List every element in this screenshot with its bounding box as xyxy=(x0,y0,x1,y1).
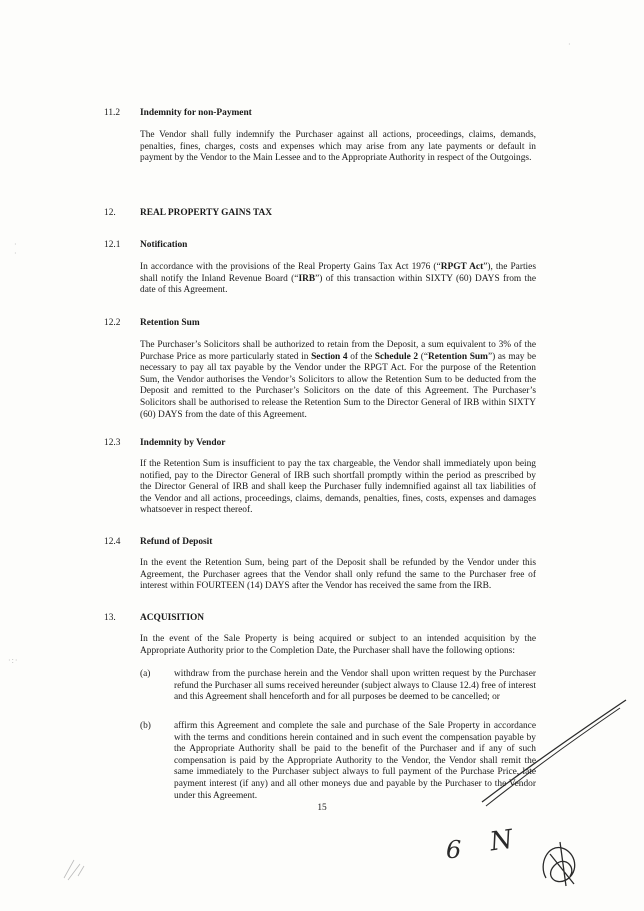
signature-icon xyxy=(536,838,586,890)
sub-item-text-b: affirm this Agreement and complete the sale and purchase of the Sale Property in accordance with the terms and conditions herein contained and in such event the compensation payable by the Appropriate Authority shall be paid to the benefit of the Purchaser and if any of such compensation is paid by the Appropriate Authority to the Vendor, the Vendor shall remit the same immediately to the Purchaser subject always to full payment of the Purchase Price, late payment interest (if any) and all other moneys due and payable by the Purchaser to the Vendor under this Agreement. xyxy=(174,721,536,801)
margin-mark: ·:· xyxy=(8,656,19,665)
section-text-13: In the event of the Sale Property is being acquired or subject to an intended acquisition by the Appropriate Authority prior to the Completion Date, the Purchaser shall have the following options: xyxy=(140,634,536,656)
section-heading-13: ACQUISITION xyxy=(140,613,205,623)
clause-heading-12-1: Notification xyxy=(140,240,188,250)
clause-text-12-3: If the Retention Sum is insufficient to pay the tax chargeable, the Vendor shall immediately upon being notified, pay to the Director General of IRB such shortfall promptly within the period as prescribed by the Director General of IRB and shall keep the Purchaser fully indemnified against all tax liabilities of the Vendor and all actions, proceedings, claims, demands, penalties, fines, costs, expenses and damages whatsoever in respect thereof. xyxy=(140,459,536,516)
smudge-mark-icon xyxy=(60,852,90,882)
clause-number-12-1: 12.1 xyxy=(104,240,121,250)
clause-number-12-4: 12.4 xyxy=(104,537,121,547)
section-number-13: 13. xyxy=(104,613,116,623)
handwritten-initial-right: N xyxy=(488,824,515,858)
clause-number-11-2: 11.2 xyxy=(104,108,121,118)
sub-item-label-b: (b) xyxy=(140,721,151,731)
section-heading-12: REAL PROPERTY GAINS TAX xyxy=(140,208,273,218)
clause-text-12-1: In accordance with the provisions of the Real Property Gains Tax Act 1976 (“RPGT Act”), the Parties shall notify the Inland Revenue Board (“IRB”) of this transaction within SIXTY (60) DAYS from the date of this Agreement. xyxy=(140,262,536,296)
page-number: 15 xyxy=(317,803,327,813)
clause-heading-12-3: Indemnity by Vendor xyxy=(140,438,226,448)
clause-text-12-4: In the event the Retention Sum, being part of the Deposit shall be refunded by the Vendor under this Agreement, the Purchaser agrees that the Vendor shall only refund the same to the Purchaser free of interest within FOURTEEN (14) DAYS after the Vendor has received the same from the IRB. xyxy=(140,558,536,592)
pen-stroke-icon xyxy=(480,698,630,808)
clause-heading-12-2: Retention Sum xyxy=(140,318,200,328)
sub-item-label-a: (a) xyxy=(140,669,151,679)
clause-number-12-2: 12.2 xyxy=(104,318,121,328)
margin-mark: · · xyxy=(14,240,18,258)
clause-heading-11-2: Indemnity for non-Payment xyxy=(140,108,252,118)
margin-mark: · xyxy=(568,40,572,49)
clause-number-12-3: 12.3 xyxy=(104,438,121,448)
handwritten-initial-left: 6 xyxy=(446,836,462,864)
clause-text-11-2: The Vendor shall fully indemnify the Purchaser against all actions, proceedings, claims, demands, penalties, fines, charges, costs and expenses which may arise from any late payments or default in payment by the Vendor to the Main Lessee and to the Appropriate Authority in respect of the Outgoings. xyxy=(140,130,536,164)
sub-item-text-a: withdraw from the purchase herein and the Vendor shall upon written request by the Purchaser refund the Purchaser all sums received hereunder (subject always to Clause 12.4) free of interest and this Agreement shall henceforth and for all purposes be deemed to be cancelled; or xyxy=(174,669,536,703)
clause-text-12-2: The Purchaser’s Solicitors shall be authorized to retain from the Deposit, a sum equivalent to 3% of the Purchase Price as more particularly stated in Section 4 of the Schedule 2 (“Retention Sum”) as may be necessary to pay all tax payable by the Vendor under the RPGT Act. For the purpose of the Retention Sum, the Vendor authorises the Vendor’s Solicitors to allow the Retention Sum to be deducted from the Deposit and remitted to the Purchaser’s Solicitors on the date of this Agreement. The Purchaser’s Solicitors shall be authorised to release the Retention Sum to the Director General of IRB within SIXTY (60) DAYS from the date of this Agreement. xyxy=(140,340,536,420)
section-number-12: 12. xyxy=(104,208,116,218)
clause-heading-12-4: Refund of Deposit xyxy=(140,537,213,547)
